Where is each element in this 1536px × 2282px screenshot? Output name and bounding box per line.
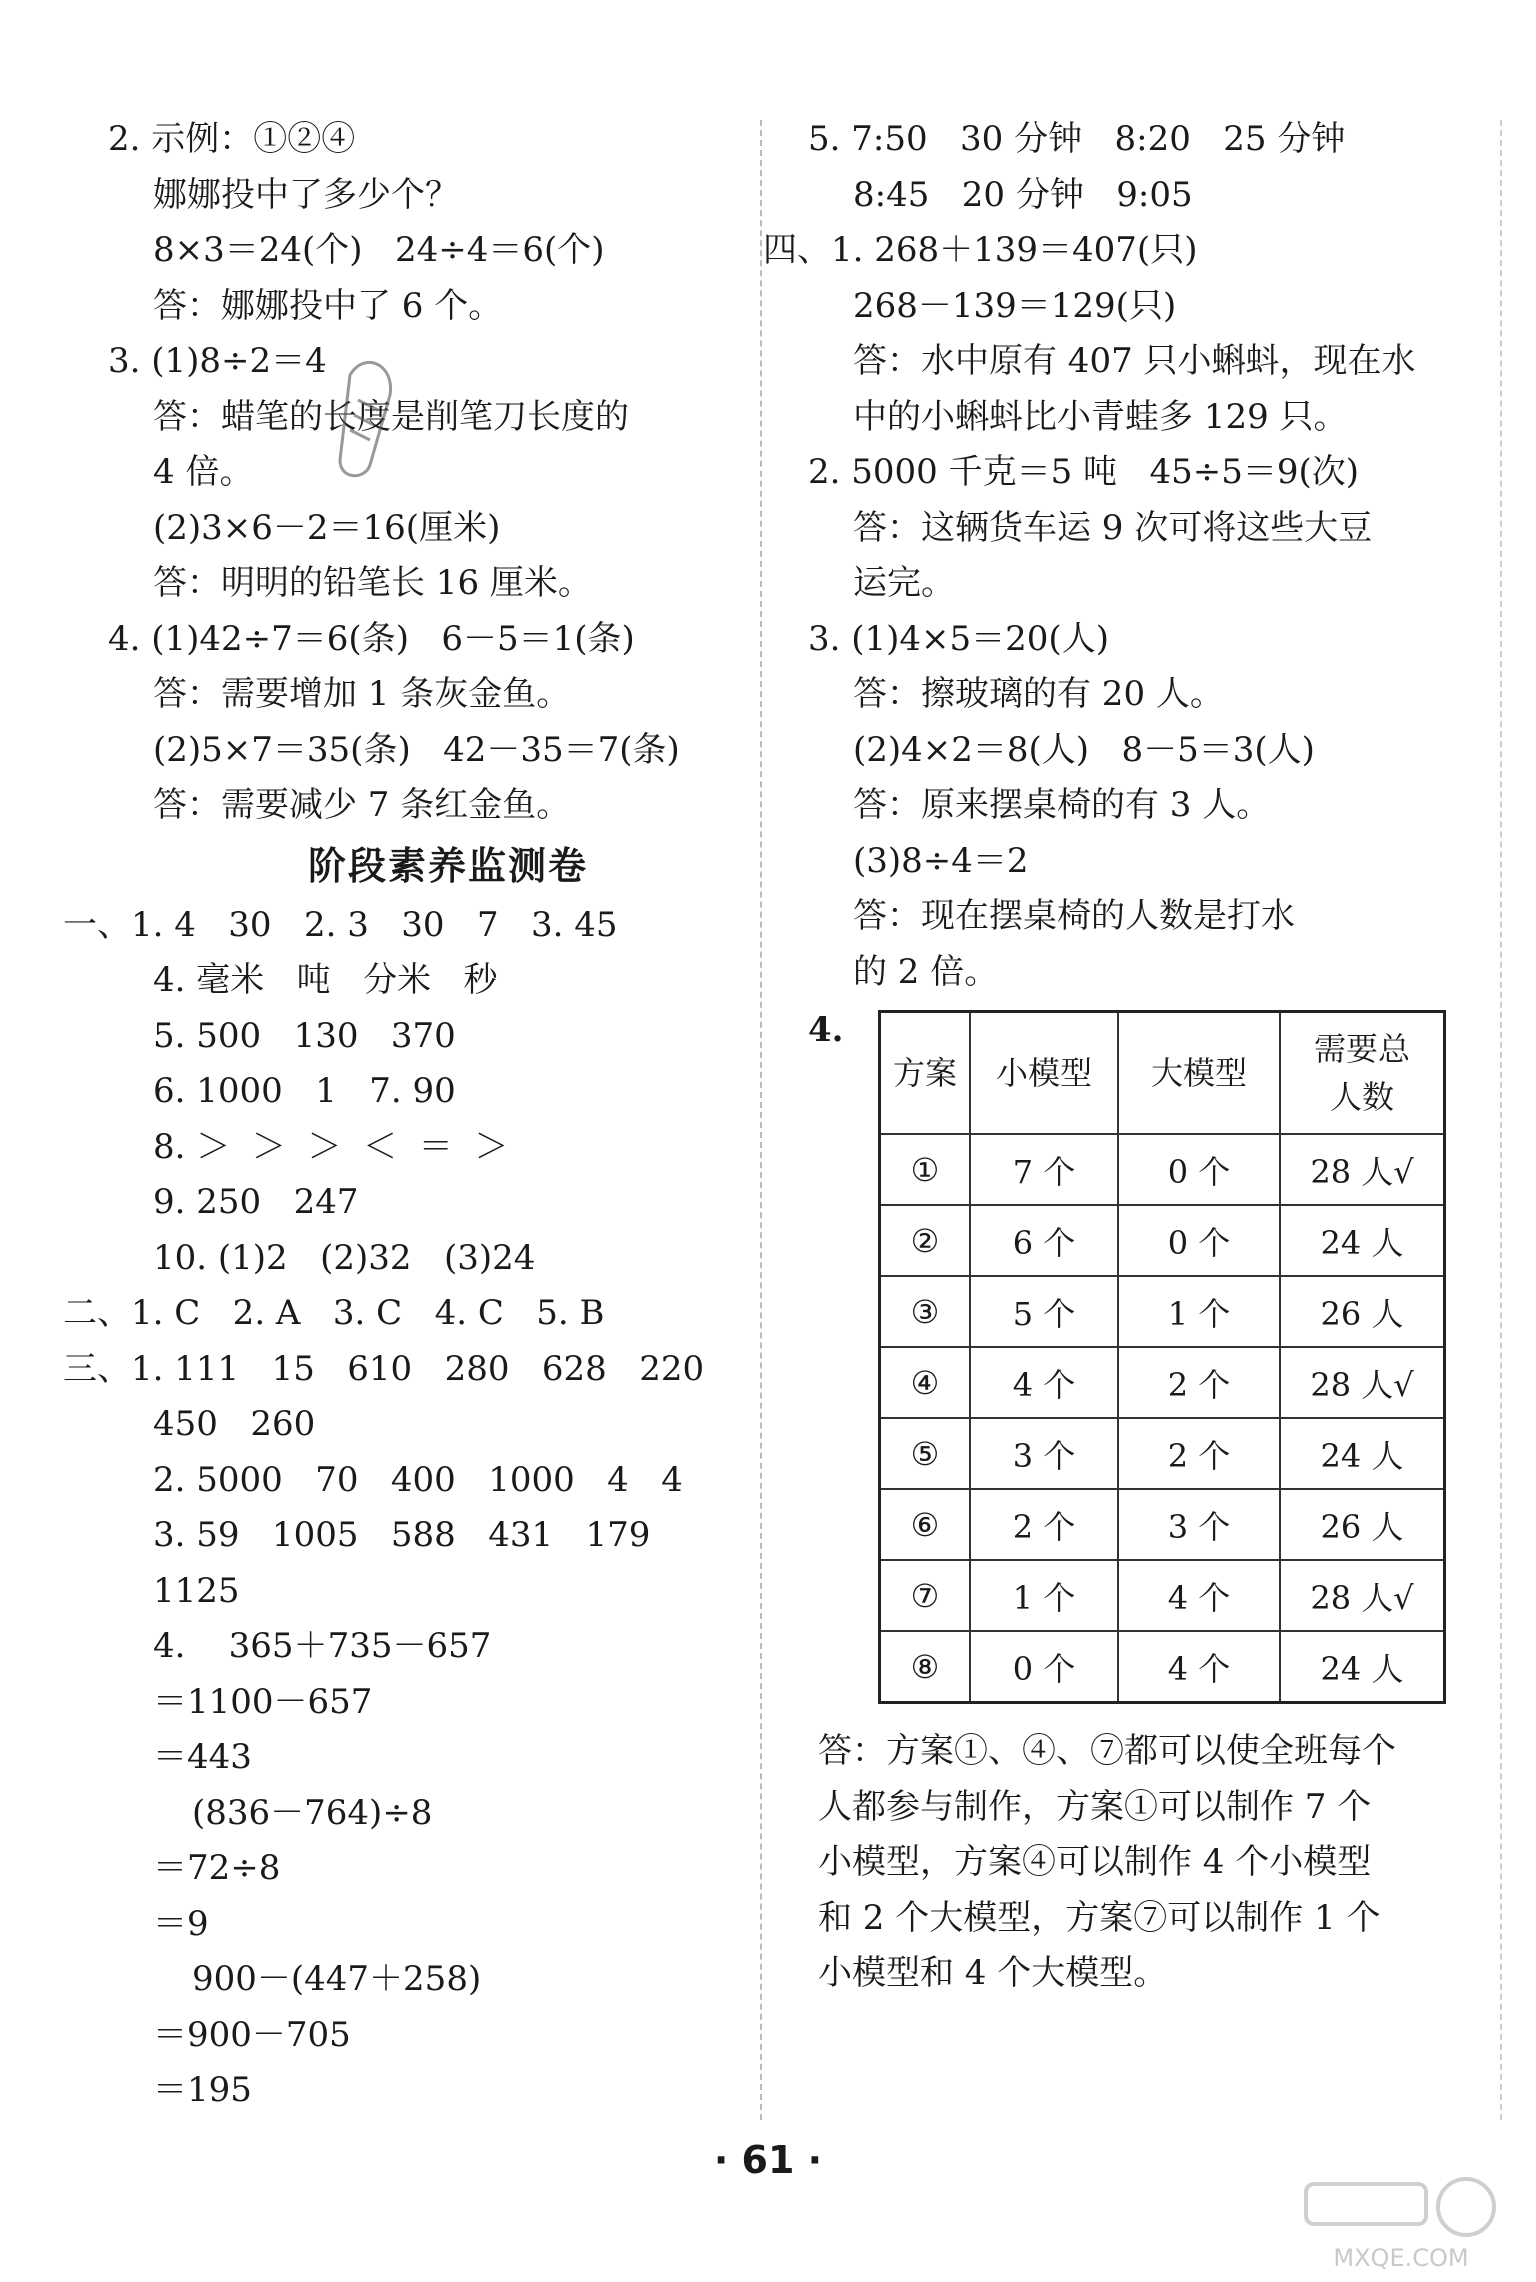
table-cell: ⑥ <box>880 1489 971 1560</box>
table-cell: ⑦ <box>880 1560 971 1631</box>
table-header <box>1280 1012 1445 1135</box>
table-header: 方案 <box>880 1012 971 1135</box>
table-cell: 28 人√ <box>1280 1134 1445 1205</box>
answer-line: 答：明明的铅笔长 16 厘米。 <box>153 563 592 603</box>
table-row <box>880 1205 1445 1276</box>
table-cell: 6 个 <box>970 1205 1118 1276</box>
answer-line: 答：这辆货车运 9 次可将这些大豆 <box>853 507 1373 548</box>
table-cell: ① <box>880 1134 971 1205</box>
table-cell: 2 个 <box>1118 1347 1280 1418</box>
answer-line: 答：现在摆桌椅的人数是打水 <box>853 896 1295 936</box>
table-cell: 4 个 <box>1118 1560 1280 1631</box>
table-cell: ⑤ <box>880 1418 971 1489</box>
table-row <box>880 1560 1445 1631</box>
table-cell: 24 人 <box>1280 1205 1445 1276</box>
answer-line: 2. 5000 千克＝5 吨 45÷5＝9(次) <box>808 452 1359 492</box>
answer-line: 3. 59 1005 588 431 179 <box>153 1515 651 1555</box>
answer-line: 答：方案①、④、⑦都可以使全班每个 <box>818 1731 1396 1771</box>
plan-table-section <box>808 1010 1468 1704</box>
table-cell: 2 个 <box>970 1489 1118 1560</box>
answer-line: 小模型，方案④可以制作 4 个小模型 <box>818 1842 1372 1882</box>
table-cell: 1 个 <box>970 1560 1118 1631</box>
table-cell: 0 个 <box>1118 1134 1280 1205</box>
table-cell: 0 个 <box>970 1631 1118 1703</box>
answer-line: 6. 1000 1 7. 90 <box>153 1071 456 1111</box>
final-answer <box>808 1724 1468 2002</box>
table-header: 小模型 <box>970 1012 1118 1135</box>
answer-line: 小模型和 4 个大模型。 <box>818 1953 1168 1993</box>
answer-line: 1125 <box>153 1570 240 1611</box>
answer-line: 5. 500 130 370 <box>153 1015 456 1056</box>
table-cell: ③ <box>880 1276 971 1347</box>
answer-line: (2)5×7＝35(条) 42－35＝7(条) <box>153 729 680 770</box>
table-cell: 26 人 <box>1280 1276 1445 1347</box>
table-cell: 3 个 <box>1118 1489 1280 1560</box>
answer-line: 900－(447＋258) <box>192 1959 482 1999</box>
answer-line: 答：水中原有 407 只小蝌蚪，现在水 <box>853 341 1416 381</box>
right-column <box>763 112 1468 2002</box>
answer-line: 2. 示例：①②④ <box>108 119 356 159</box>
table-cell: ⑧ <box>880 1631 971 1703</box>
pencil-stamp-icon <box>320 355 410 495</box>
answer-line: 娜娜投中了多少个？ <box>153 174 459 215</box>
answer-line: 4. 365＋735－657 <box>153 1626 492 1666</box>
answer-line: 3. (1)4×5＝20(人) <box>808 618 1109 659</box>
answer-line: 268－139＝129(只) <box>853 285 1177 326</box>
table-header-text: 需要总人数 <box>1314 1030 1411 1116</box>
table-cell: 24 人 <box>1280 1631 1445 1703</box>
question-number: 4. <box>808 1010 844 1050</box>
answer-line: 答：原来摆桌椅的有 3 人。 <box>853 785 1271 825</box>
table-row <box>880 1631 1445 1703</box>
answer-line: 4. 毫米 吨 分米 秒 <box>153 960 498 1000</box>
answer-line: 三、1. 111 15 610 280 628 220 <box>63 1348 705 1389</box>
answer-line: ＝72÷8 <box>153 1848 281 1888</box>
answer-line: ＝9 <box>153 1903 209 1944</box>
answer-line: 450 260 <box>153 1404 316 1444</box>
answer-line: 一、1. 4 30 2. 3 30 7 3. 45 <box>63 904 618 945</box>
answer-line: 和 2 个大模型，方案⑦可以制作 1 个 <box>818 1897 1381 1938</box>
left-column <box>63 112 748 2119</box>
answer-line: 运完。 <box>853 563 955 603</box>
answer-line: 中的小蝌蚪比小青蛙多 129 只。 <box>853 396 1348 437</box>
table-header: 大模型 <box>1118 1012 1280 1135</box>
answer-line: 8. ＞ ＞ ＞ ＜ ＝ ＞ <box>153 1126 509 1167</box>
answer-line: 答：蜡笔的长度是削笔刀长度的 <box>153 396 629 437</box>
table-row <box>880 1134 1445 1205</box>
table-cell: 24 人 <box>1280 1418 1445 1489</box>
answer-line: 人都参与制作，方案①可以制作 7 个 <box>818 1786 1372 1827</box>
table-cell: 1 个 <box>1118 1276 1280 1347</box>
watermark-logo <box>1296 2172 1506 2272</box>
answer-line: 4. (1)42÷7＝6(条) 6－5＝1(条) <box>108 618 635 659</box>
right-edge-divider <box>1500 120 1502 2120</box>
watermark-icon <box>1296 2172 1506 2242</box>
page-number: · 61 · <box>713 2138 823 2182</box>
answer-line: 答：需要减少 7 条红金鱼。 <box>153 785 571 825</box>
answer-line: 8:45 20 分钟 9:05 <box>853 174 1193 215</box>
table-cell: 5 个 <box>970 1276 1118 1347</box>
answer-line: ＝1100－657 <box>153 1681 373 1722</box>
answer-line: 答：需要增加 1 条灰金鱼。 <box>153 674 571 714</box>
column-divider <box>760 120 762 2120</box>
table-cell: 2 个 <box>1118 1418 1280 1489</box>
table-cell: ④ <box>880 1347 971 1418</box>
answer-line: 答：擦玻璃的有 20 人。 <box>853 674 1224 714</box>
answer-line: 8×3＝24(个) 24÷4＝6(个) <box>153 230 605 270</box>
table-cell: 4 个 <box>1118 1631 1280 1703</box>
section-heading: 阶段素养监测卷 <box>307 843 588 888</box>
answer-line: (836－764)÷8 <box>192 1792 433 1833</box>
watermark-text: MXQE.COM <box>1333 2244 1469 2272</box>
answer-line: 答：娜娜投中了 6 个。 <box>153 285 503 326</box>
answer-line: 3. (1)8÷2＝4 <box>108 341 327 381</box>
answer-line: 四、1. 268＋139＝407(只) <box>763 230 1198 270</box>
answer-line: 的 2 倍。 <box>853 951 999 992</box>
table-cell: 28 人√ <box>1280 1347 1445 1418</box>
table-cell: 7 个 <box>970 1134 1118 1205</box>
answer-line: ＝195 <box>153 2070 252 2110</box>
table-cell: 28 人√ <box>1280 1560 1445 1631</box>
answer-line: ＝443 <box>153 1737 252 1777</box>
answer-line: (2)4×2＝8(人) 8－5＝3(人) <box>853 729 1315 770</box>
table-row <box>880 1276 1445 1347</box>
table-header-row <box>880 1012 1445 1135</box>
answer-line: 4 倍。 <box>153 452 254 492</box>
answer-line: 2. 5000 70 400 1000 4 4 <box>153 1459 683 1500</box>
table-row <box>880 1418 1445 1489</box>
answer-line: 二、1. C 2. A 3. C 4. C 5. B <box>63 1293 605 1333</box>
plan-table <box>878 1010 1446 1704</box>
table-cell: 0 个 <box>1118 1205 1280 1276</box>
table-row <box>880 1347 1445 1418</box>
table-cell: 26 人 <box>1280 1489 1445 1560</box>
answer-line: 10. (1)2 (2)32 (3)24 <box>153 1237 536 1278</box>
answer-line: ＝900－705 <box>153 2014 351 2055</box>
table-cell: 4 个 <box>970 1347 1118 1418</box>
table-cell: 3 个 <box>970 1418 1118 1489</box>
answer-line: 5. 7:50 30 分钟 8:20 25 分钟 <box>808 119 1346 159</box>
table-cell: ② <box>880 1205 971 1276</box>
answer-line: (2)3×6－2＝16(厘米) <box>153 507 501 548</box>
answer-line: (3)8÷4＝2 <box>853 840 1029 881</box>
answer-line: 9. 250 247 <box>153 1182 359 1222</box>
table-row <box>880 1489 1445 1560</box>
